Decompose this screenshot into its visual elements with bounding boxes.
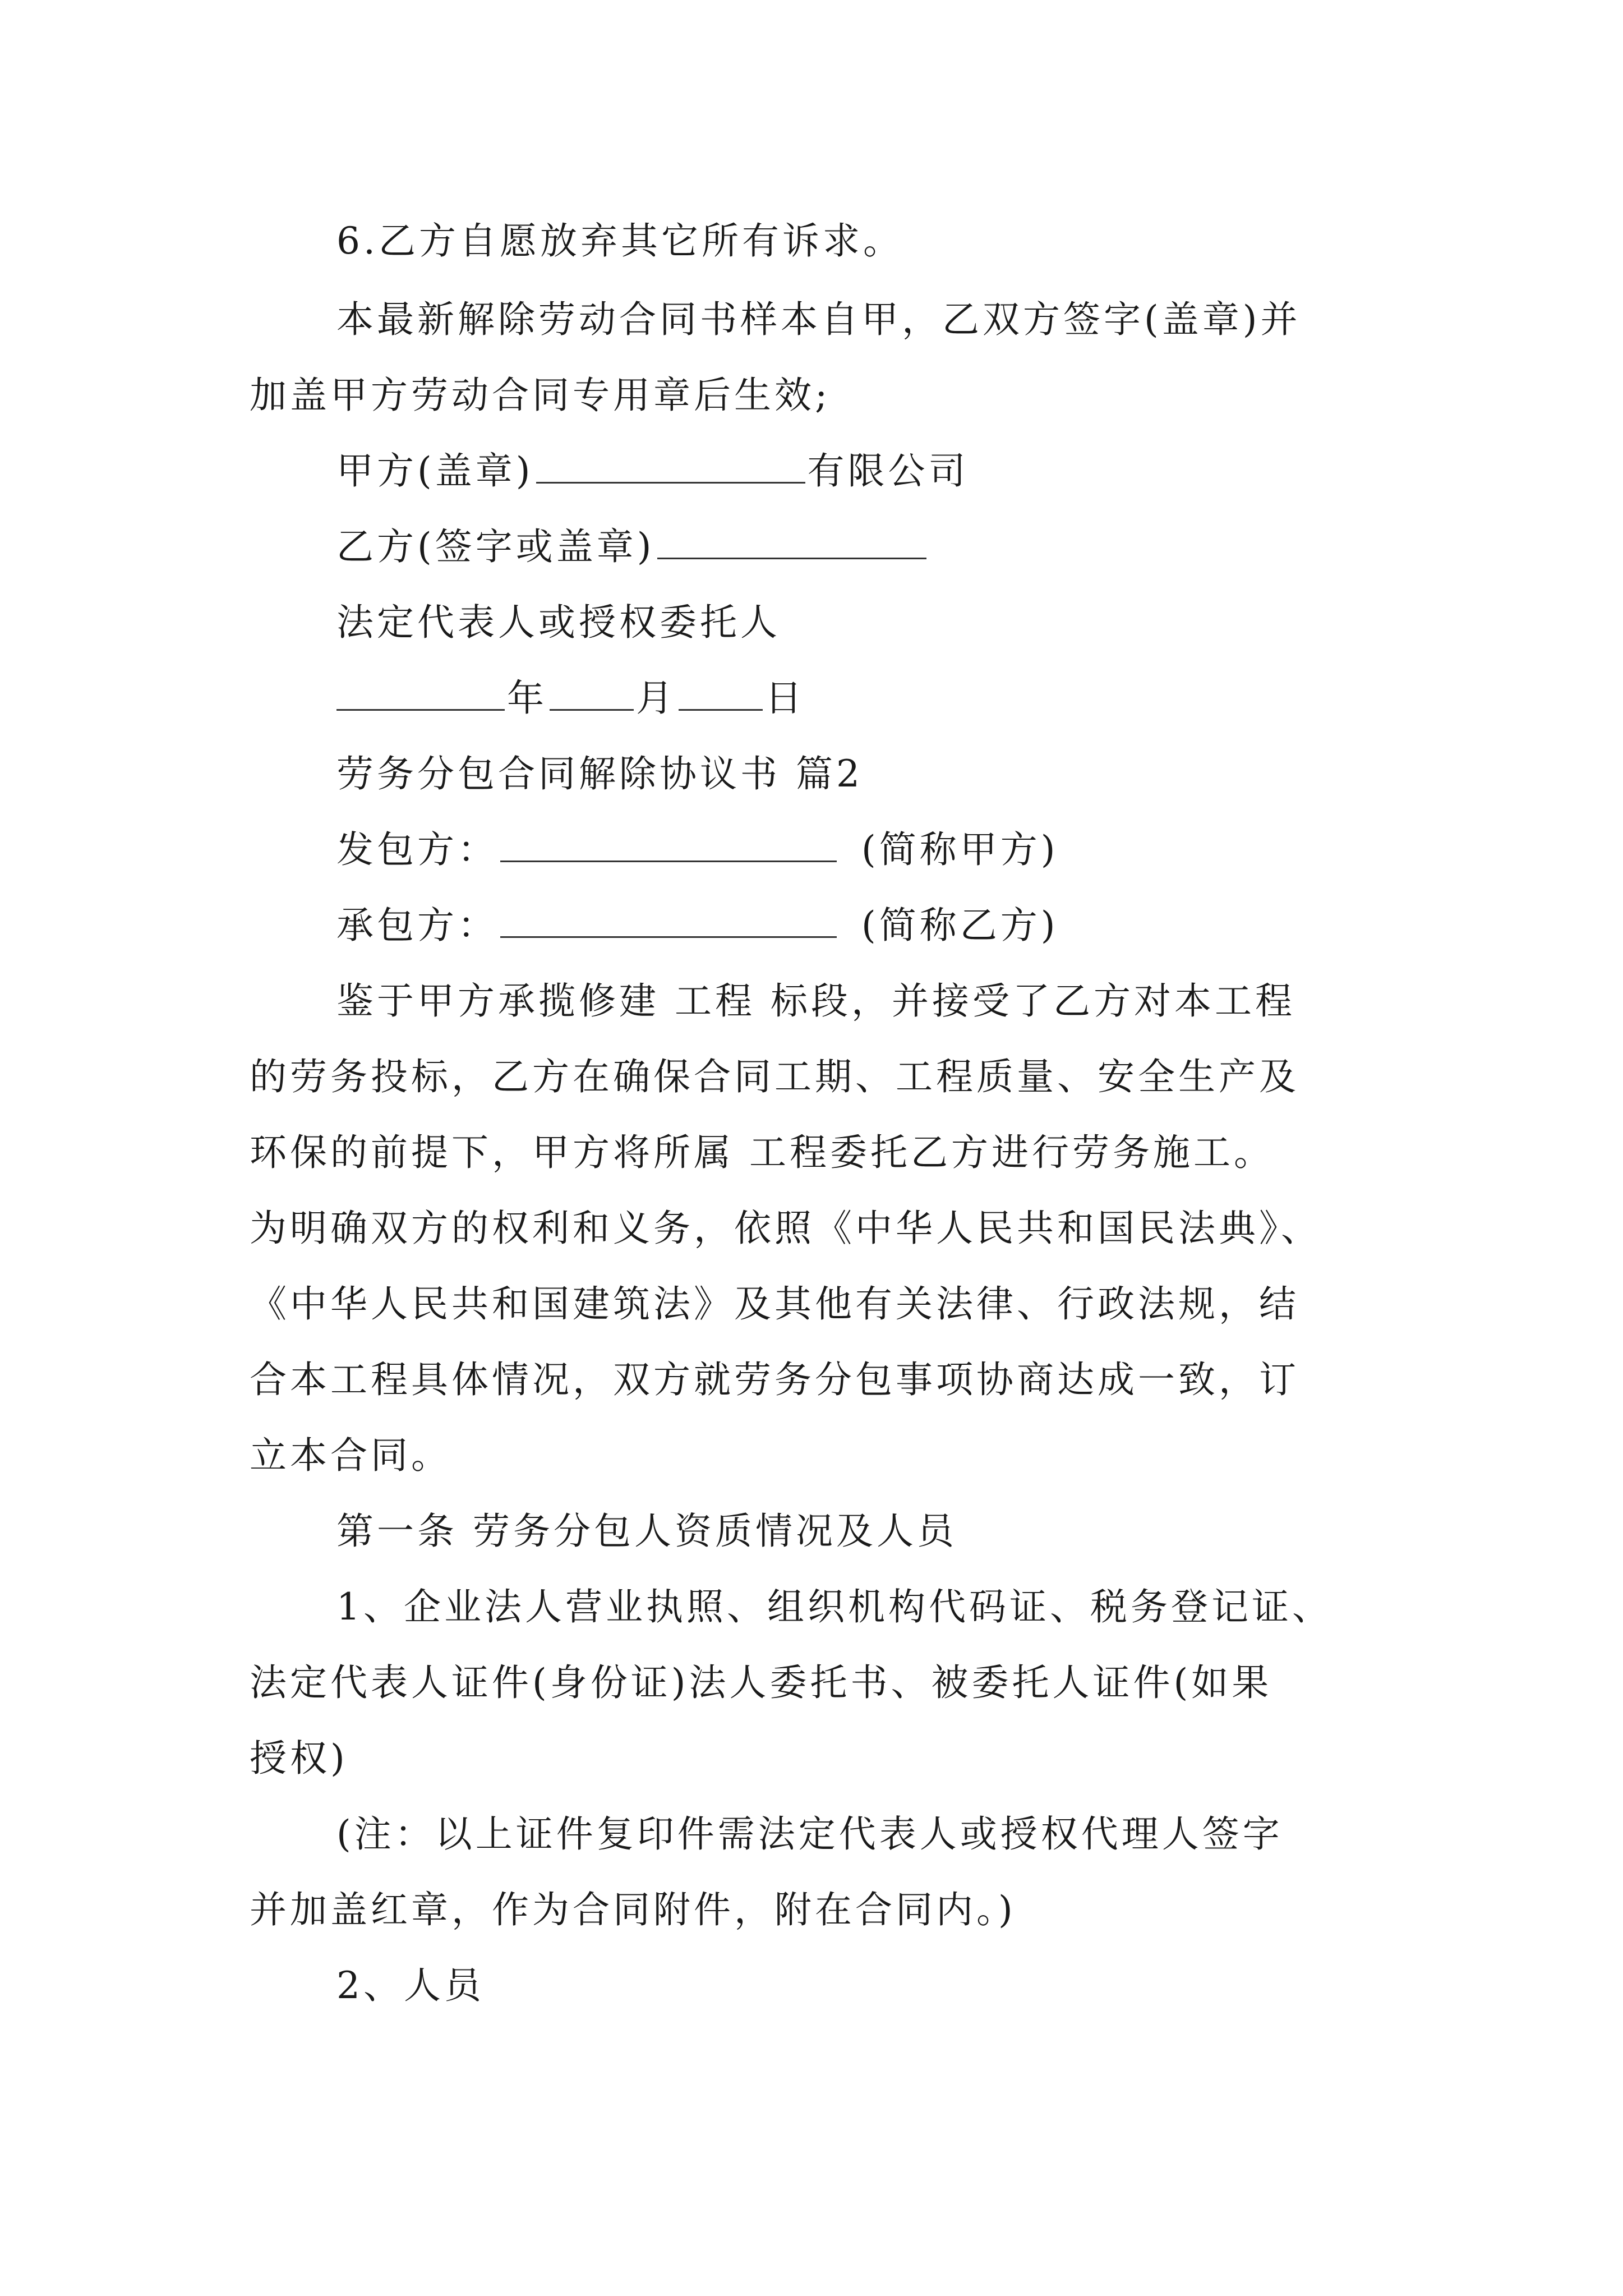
employer-label: 发包方：: [336, 828, 498, 871]
contractor-label: 承包方：: [336, 904, 498, 947]
year-label: 年: [507, 677, 547, 720]
paragraph-line: 2、人员: [336, 1964, 485, 2007]
year-blank: [336, 677, 505, 711]
note-line: 并加盖红章，作为合同附件，附在合同内。): [250, 1888, 1016, 1931]
party-b-sign-line: [336, 522, 929, 572]
employer-suffix: (简称甲方): [861, 828, 1059, 871]
paragraph-line: 鉴于甲方承揽修建 工程 标段，并接受了乙方对本工程: [336, 979, 1295, 1023]
section-title: 劳务分包合同解除协议书 篇2: [336, 752, 863, 795]
paragraph-line: 授权): [250, 1737, 348, 1780]
party-b-blank: [657, 525, 926, 559]
paragraph-line: 本最新解除劳动合同书样本自甲，乙双方签字(盖章)并: [336, 298, 1301, 341]
paragraph-line: 的劳务投标，乙方在确保合同工期、工程质量、安全生产及: [250, 1055, 1299, 1098]
article-heading: 第一条 劳务分包人资质情况及人员: [336, 1510, 957, 1553]
party-b-label: 乙方(签字或盖章): [336, 525, 655, 568]
party-a-label: 甲方(盖章): [336, 449, 534, 493]
day-label: 日: [765, 677, 805, 720]
paragraph-line: 加盖甲方劳动合同专用章后生效;: [250, 374, 831, 417]
note-line: (注：以上证件复印件需法定代表人或授权代理人签字: [336, 1812, 1283, 1856]
paragraph-line: 法定代表人或授权委托人: [336, 601, 781, 644]
paragraph-line: 1、企业法人营业执照、组织机构代码证、税务登记证、: [336, 1585, 1332, 1628]
party-a-seal-line: [336, 446, 969, 496]
day-blank: [679, 677, 763, 711]
date-line: [336, 673, 805, 724]
paragraph-line: 法定代表人证件(身份证)法人委托书、被委托人证件(如果: [250, 1661, 1272, 1704]
party-a-suffix: 有限公司: [807, 449, 969, 493]
paragraph-line: 合本工程具体情况，双方就劳务分包事项协商达成一致，订: [250, 1358, 1299, 1401]
party-a-blank: [536, 449, 805, 484]
contractor-suffix: (简称乙方): [861, 904, 1059, 947]
employer-line: [336, 825, 1059, 875]
contractor-line: [336, 900, 1059, 951]
paragraph-line: 环保的前提下，甲方将所属 工程委托乙方进行劳务施工。: [250, 1131, 1274, 1174]
paragraph-line: 立本合同。: [250, 1434, 451, 1477]
contractor-blank: [500, 904, 837, 938]
month-label: 月: [636, 677, 676, 720]
paragraph-line: 为明确双方的权利和义务，依照《中华人民共和国民法典》、: [250, 1207, 1321, 1250]
paragraph-line: 6.乙方自愿放弃其它所有诉求。: [336, 219, 903, 263]
paragraph-line: 《中华人民共和国建筑法》及其他有关法律、行政法规，结: [250, 1282, 1299, 1326]
month-blank: [550, 677, 634, 711]
employer-blank: [500, 828, 837, 862]
